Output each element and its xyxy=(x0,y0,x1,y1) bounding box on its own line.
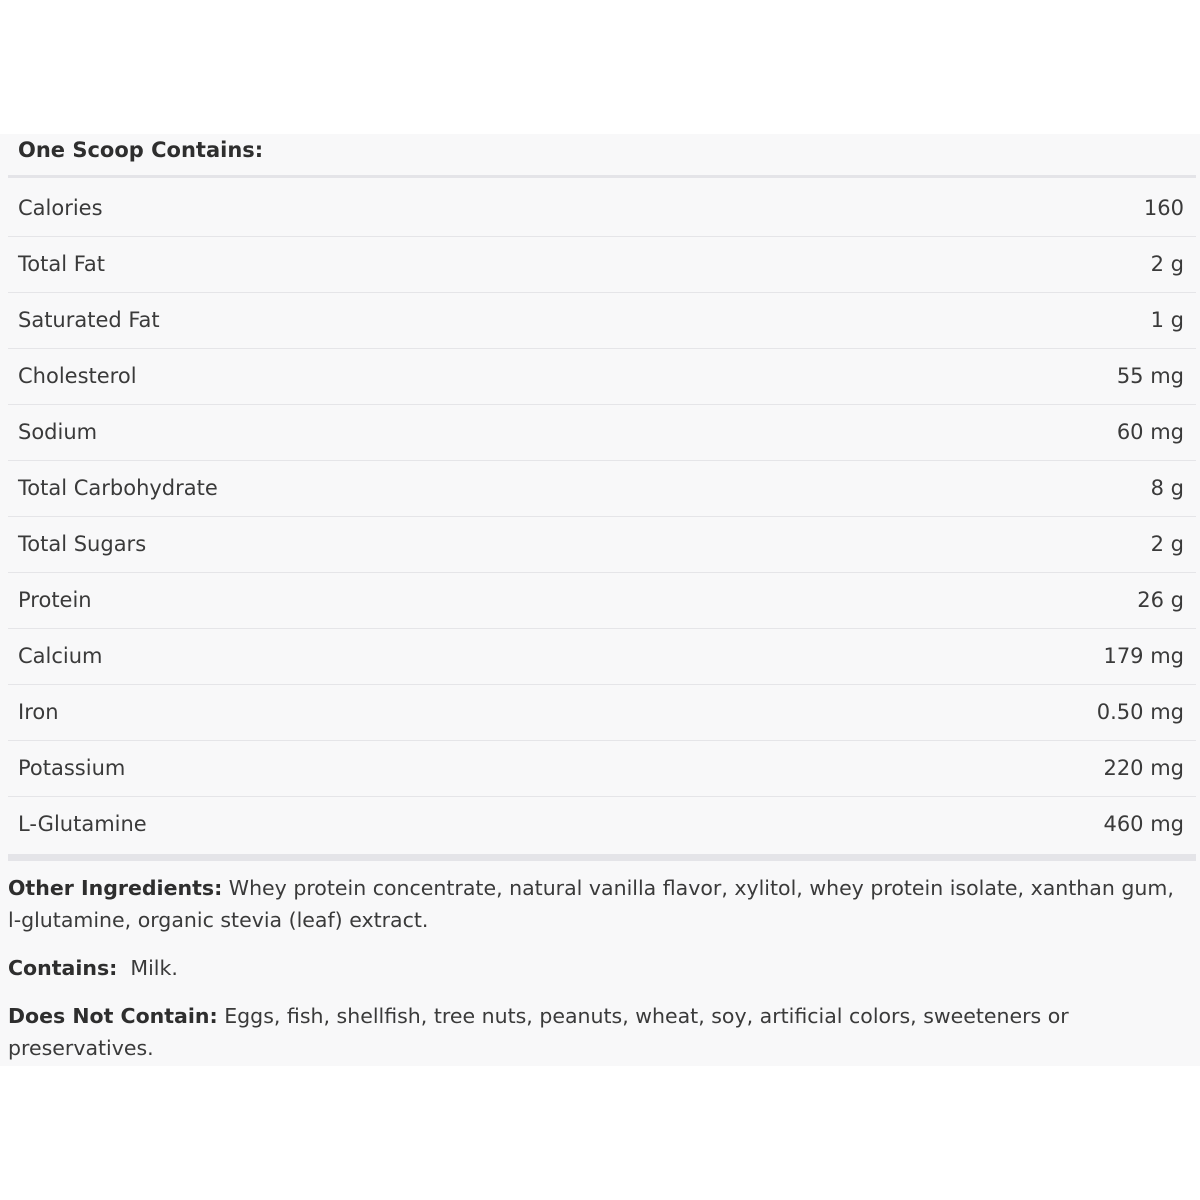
nutrient-name: Iron xyxy=(18,700,59,724)
nutrient-name: Calories xyxy=(18,196,103,220)
nutrient-amount: 55 mg xyxy=(1116,364,1184,388)
allergen-contains xyxy=(8,952,1188,984)
table-row xyxy=(8,797,1196,853)
nutrient-name: L-Glutamine xyxy=(18,812,147,836)
supplement-facts-panel xyxy=(0,134,1200,1066)
contains-text: Milk. xyxy=(117,956,178,980)
table-row xyxy=(8,741,1196,797)
nutrient-amount: 460 mg xyxy=(1103,812,1184,836)
nutrient-amount: 160 xyxy=(1143,196,1184,220)
nutrient-amount: 220 mg xyxy=(1103,756,1184,780)
nutrient-amount: 2 g xyxy=(1150,252,1184,276)
nutrient-name: Total Fat xyxy=(18,252,105,276)
nutrient-name: Potassium xyxy=(18,756,126,780)
nutrient-name: Total Carbohydrate xyxy=(18,476,218,500)
nutrient-amount: 2 g xyxy=(1150,532,1184,556)
contains-label: Contains: xyxy=(8,956,118,980)
nutrient-amount: 8 g xyxy=(1150,476,1184,500)
table-header xyxy=(8,134,1196,178)
nutrition-table xyxy=(8,134,1196,861)
nutrient-name: Calcium xyxy=(18,644,103,668)
other-ingredients xyxy=(8,872,1188,936)
nutrient-name: Protein xyxy=(18,588,92,612)
other-ingredients-text: Whey protein concentrate, natural vanilla flavor, xylitol, whey protein isolate, xanthan gum, l-glutamine, organic stevia (leaf) extract. xyxy=(8,876,1174,932)
nutrient-name: Cholesterol xyxy=(18,364,137,388)
does-not-contain xyxy=(8,1000,1188,1064)
table-row xyxy=(8,181,1196,237)
table-row xyxy=(8,685,1196,741)
nutrient-amount: 60 mg xyxy=(1116,420,1184,444)
ingredient-notes xyxy=(8,872,1188,1080)
nutrient-amount: 0.50 mg xyxy=(1096,700,1184,724)
nutrition-rows xyxy=(8,181,1196,853)
does-not-contain-text: Eggs, fish, shellfish, tree nuts, peanuts, wheat, soy, artificial colors, sweeteners or preservatives. xyxy=(8,1004,1069,1060)
table-row xyxy=(8,237,1196,293)
nutrient-amount: 1 g xyxy=(1150,308,1184,332)
nutrient-amount: 26 g xyxy=(1137,588,1184,612)
table-title: One Scoop Contains: xyxy=(18,138,264,162)
table-row xyxy=(8,349,1196,405)
does-not-contain-label: Does Not Contain: xyxy=(8,1004,218,1028)
table-row xyxy=(8,405,1196,461)
table-bottom-divider xyxy=(8,854,1196,861)
table-row xyxy=(8,629,1196,685)
table-row xyxy=(8,293,1196,349)
nutrient-amount: 179 mg xyxy=(1103,644,1184,668)
table-row xyxy=(8,461,1196,517)
table-row xyxy=(8,517,1196,573)
nutrient-name: Sodium xyxy=(18,420,98,444)
nutrient-name: Total Sugars xyxy=(18,532,147,556)
nutrient-name: Saturated Fat xyxy=(18,308,160,332)
table-row xyxy=(8,573,1196,629)
other-ingredients-label: Other Ingredients: xyxy=(8,876,223,900)
